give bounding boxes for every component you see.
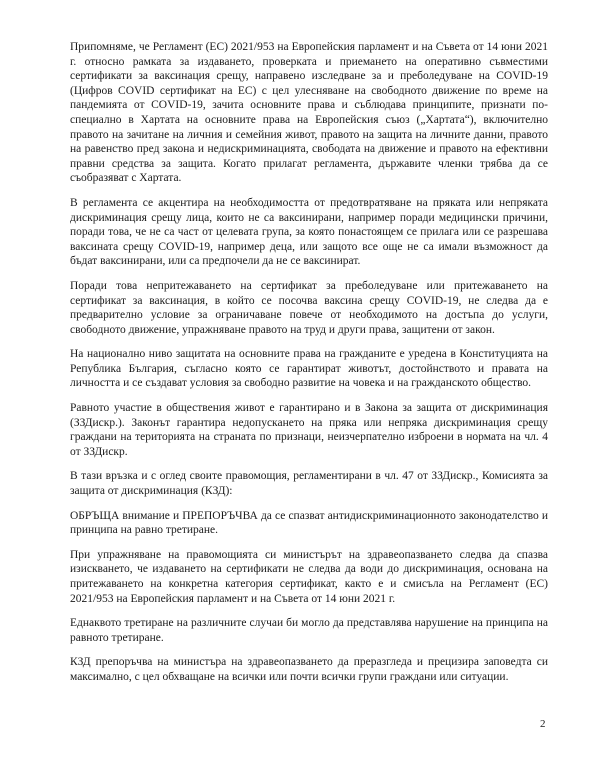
document-body	[70, 40, 548, 695]
paragraph-certificate-conditions: Поради това непритежаването на сертификат за преболедуване или притежаването на сертификат за ваксинация, в който се посочва ваксина срещу COVID-19, не следва да е предварително условие за ограничаване повече от необходимото на достъпа до услуги, свободното движение, упражняване правото на труд и други права, защитени от закон.	[70, 279, 548, 336]
paragraph-equal-treatment: Еднаквото третиране на различните случаи би могло да представлява нарушение на принципа на равното третиране.	[70, 617, 548, 644]
page-number: 2	[540, 718, 546, 730]
paragraph-kzd-recommendation: КЗД препоръчва на министъра на здравеопазването да преразгледа и прецизира заповедта си максимално, с цел обхващане на всички или почти всички групи граждани или ситуации.	[70, 656, 548, 683]
paragraph-equal-participation: Равното участие в обществения живот е гарантирано и в Закона за защита от дискриминация (ЗЗДискр.). Законът гарантира недопускането на пряка или непряка дискриминация срещу граждани на територията на страната по признаци, неизчерпателно изброени в нормата на чл. 4 от ЗЗДискр.	[70, 402, 548, 458]
paragraph-recommendation: ОБРЪЩА внимание и ПРЕПОРЪЧВА да се спазват антидискриминационното законодателство и принципа на равно третиране.	[70, 509, 548, 537]
paragraph-regulation-reminder: Припомняме, че Регламент (ЕС) 2021/953 на Европейския парламент и на Съвета от 14 юни 2021 г. относно рамката за издаването, проверката и приемането на оперативно съвместими сертификати за ваксинация срещу, направено изследване за и преболедуване на COVID-19 (Цифров COVID сертификат на ЕС) с цел улесняване на свободното движение по време на пандемията от COVID-19, зачита основните права и съблюдава принципите, признати по-специално в Хартата на основните права на Европейския съюз („Хартата“), включително правото на зачитане на личния и семейния живот, правото на защита на личните данни, правото на равенство пред закона и недискриминацията, свободата на движение и правото на ефективни правни средства за защита. Когато прилагат регламента, държавите членки трябва да се съобразяват с Хартата.	[70, 41, 548, 185]
paragraph-minister-duties: При упражняване на правомощията си министърът на здравеопазването следва да спазва изискването, че издаването на сертификати не следва да води до дискриминация, основана на притежаването на конкретна категория сертификат, както е и смисъла на Регламент (ЕС) 2021/953 на Европейския парламент и на Съвета от 14 юни 2021 г.	[70, 548, 548, 605]
paragraph-discrimination-prevention: В регламента се акцентира на необходимостта от предотвратяване на пряката или непряката дискриминация срещу лица, които не са ваксинирани, например поради медицински причини, поради това, че не са част от целевата група, за която понастоящем се прилага или се разрешава ваксината срещу COVID-19, например деца, или защото все още не са имали възможност да бъдат ваксинирани, или са предпочели да не се ваксинират.	[70, 196, 548, 268]
paragraph-commission-powers: В тази връзка и с оглед своите правомощия, регламентирани в чл. 47 от ЗЗДискр., Комисията за защита от дискриминация (КЗД):	[70, 470, 548, 498]
paragraph-national-protection: На национално ниво защитата на основните права на гражданите е уредена в Конституцията на Република България, съгласно която се гарантират животът, достойнството и правата на личността и се създават условия за свободно развитие на човека и на гражданското общество.	[70, 348, 548, 390]
